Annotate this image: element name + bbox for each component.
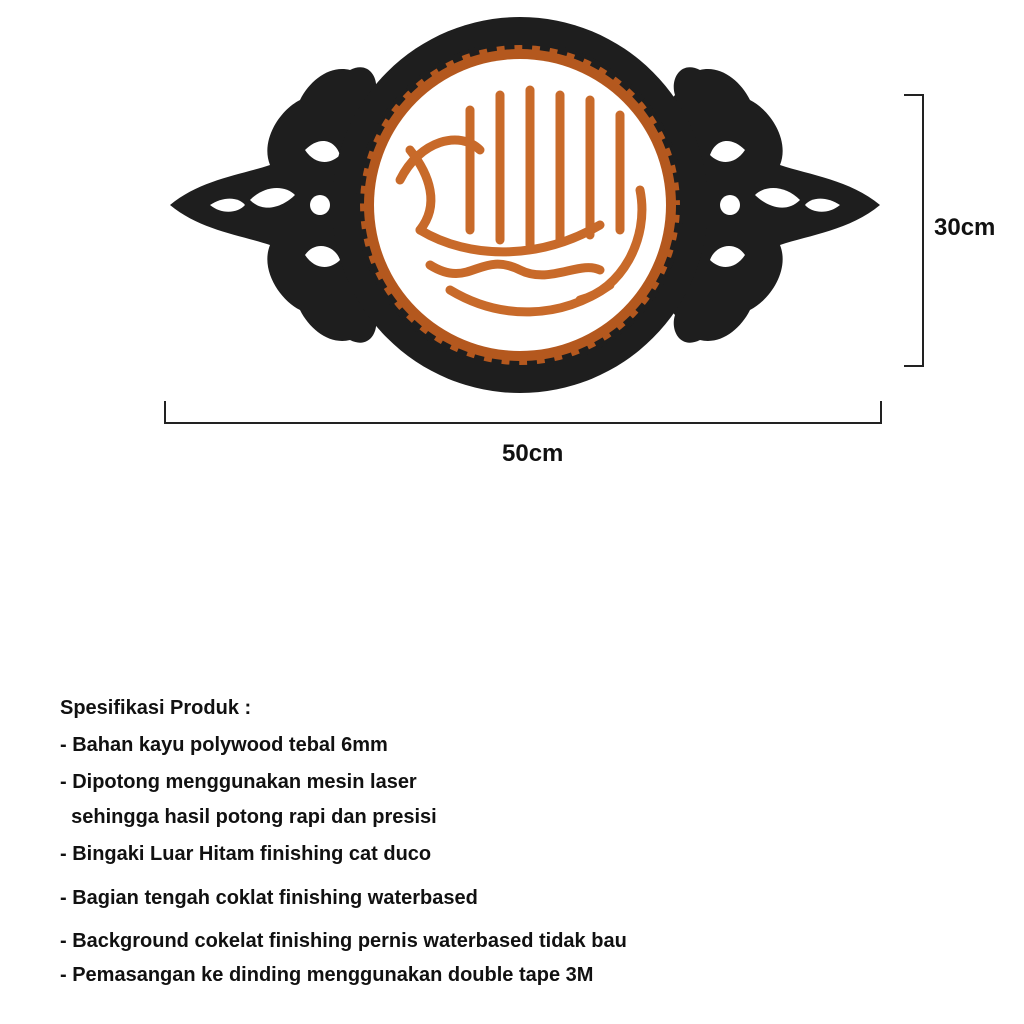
width-label: 50cm bbox=[502, 440, 564, 467]
width-dimension-cap-right bbox=[880, 401, 882, 424]
height-dimension-cap-top bbox=[904, 94, 924, 96]
spec-line-laser-cut-cont: sehingga hasil potong rapi dan presisi bbox=[60, 806, 437, 828]
spec-line-material: - Bahan kayu polywood tebal 6mm bbox=[60, 734, 388, 756]
product-image bbox=[0, 0, 1024, 420]
height-dimension-cap-bottom bbox=[904, 365, 924, 367]
height-dimension-line bbox=[922, 94, 924, 367]
height-label: 30cm bbox=[934, 214, 996, 241]
spec-line-outer-frame: - Bingaki Luar Hitam finishing cat duco bbox=[60, 843, 432, 865]
width-dimension-cap-left bbox=[164, 401, 166, 424]
spec-line-laser-cut: - Dipotong menggunakan mesin laser bbox=[60, 771, 417, 793]
spec-title: Spesifikasi Produk : bbox=[60, 697, 252, 719]
spec-line-background: - Background cokelat finishing pernis waterbased tidak bau bbox=[60, 930, 627, 952]
spec-line-center: - Bagian tengah coklat finishing waterbased bbox=[60, 887, 478, 909]
spec-line-mounting: - Pemasangan ke dinding menggunakan double tape 3M bbox=[60, 964, 594, 986]
width-dimension-line bbox=[164, 422, 882, 424]
